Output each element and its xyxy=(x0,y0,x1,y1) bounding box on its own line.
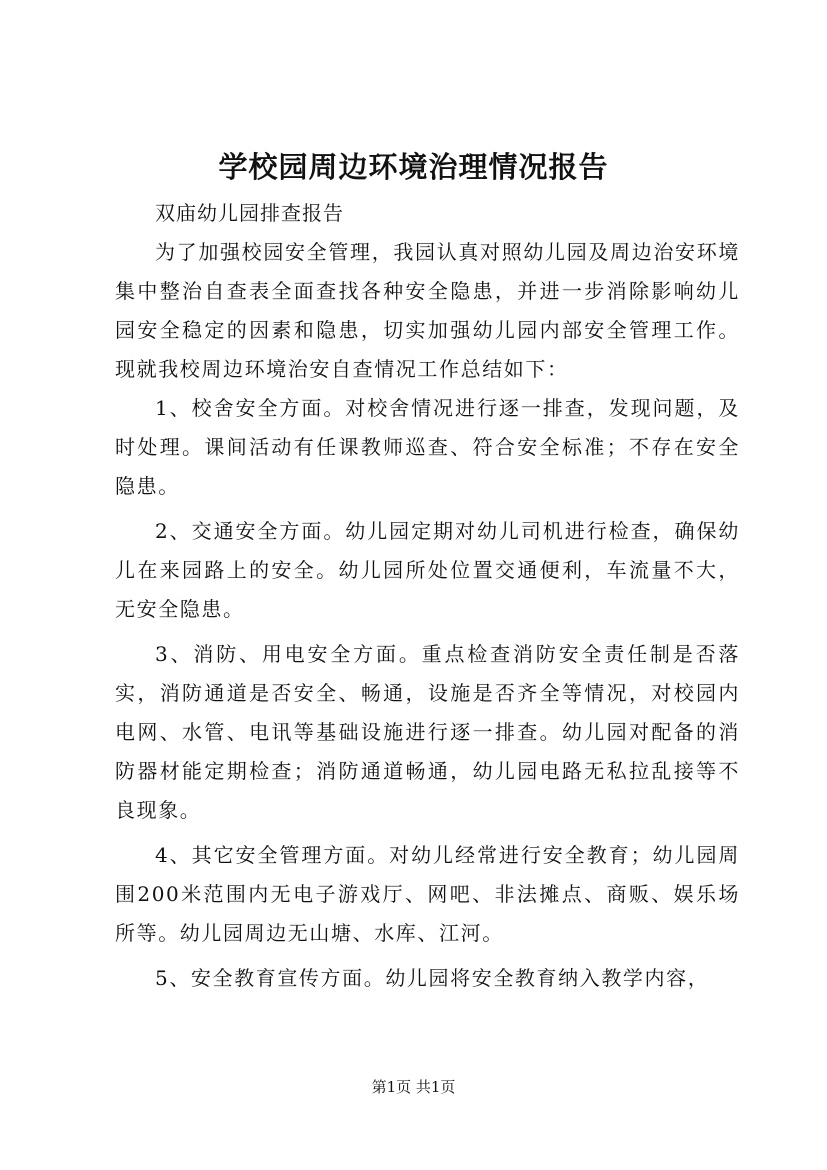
item-paragraph-2: 2、交通安全方面。幼儿园定期对幼儿司机进行检查，确保幼儿在来园路上的安全。幼儿园所处位置交通便利，车流量不大，无安全隐患。 xyxy=(115,519,740,621)
page-footer: 第1页 共1页 xyxy=(371,1078,456,1096)
item-paragraph-1: 1、校舍安全方面。对校舍情况进行逐一排查，发现问题，及时处理。课间活动有任课教师巡查、符合安全标准；不存在安全隐患。 xyxy=(115,396,740,498)
item-paragraph-4: 4、其它安全管理方面。对幼儿经常进行安全教育；幼儿园周围200米范围内无电子游戏厅、网吧、非法摊点、商贩、娱乐场所等。幼儿园周边无山塘、水库、江河。 xyxy=(115,843,740,945)
document-title: 学校园周边环境治理情况报告 xyxy=(218,150,609,184)
item-paragraph-3: 3、消防、用电安全方面。重点检查消防安全责任制是否落实，消防通道是否安全、畅通，设施是否齐全等情况，对校园内电网、水管、电讯等基础设施进行逐一排查。幼儿园对配备的消防器材能定期检查；消防通道畅通，幼儿园电路无私拉乱接等不良现象。 xyxy=(115,642,740,822)
item-paragraph-5: 5、安全教育宣传方面。幼儿园将安全教育纳入教学内容， xyxy=(155,966,710,990)
document-subtitle: 双庙幼儿园排查报告 xyxy=(155,201,344,225)
document-body xyxy=(115,194,740,998)
intro-paragraph: 为了加强校园安全管理，我园认真对照幼儿园及周边治安环境集中整治自查表全面查找各种安全隐患，并进一步消除影响幼儿园安全稳定的因素和隐患，切实加强幼儿园内部安全管理工作。现就我校周边环境治安自查情况工作总结如下： xyxy=(115,240,740,381)
